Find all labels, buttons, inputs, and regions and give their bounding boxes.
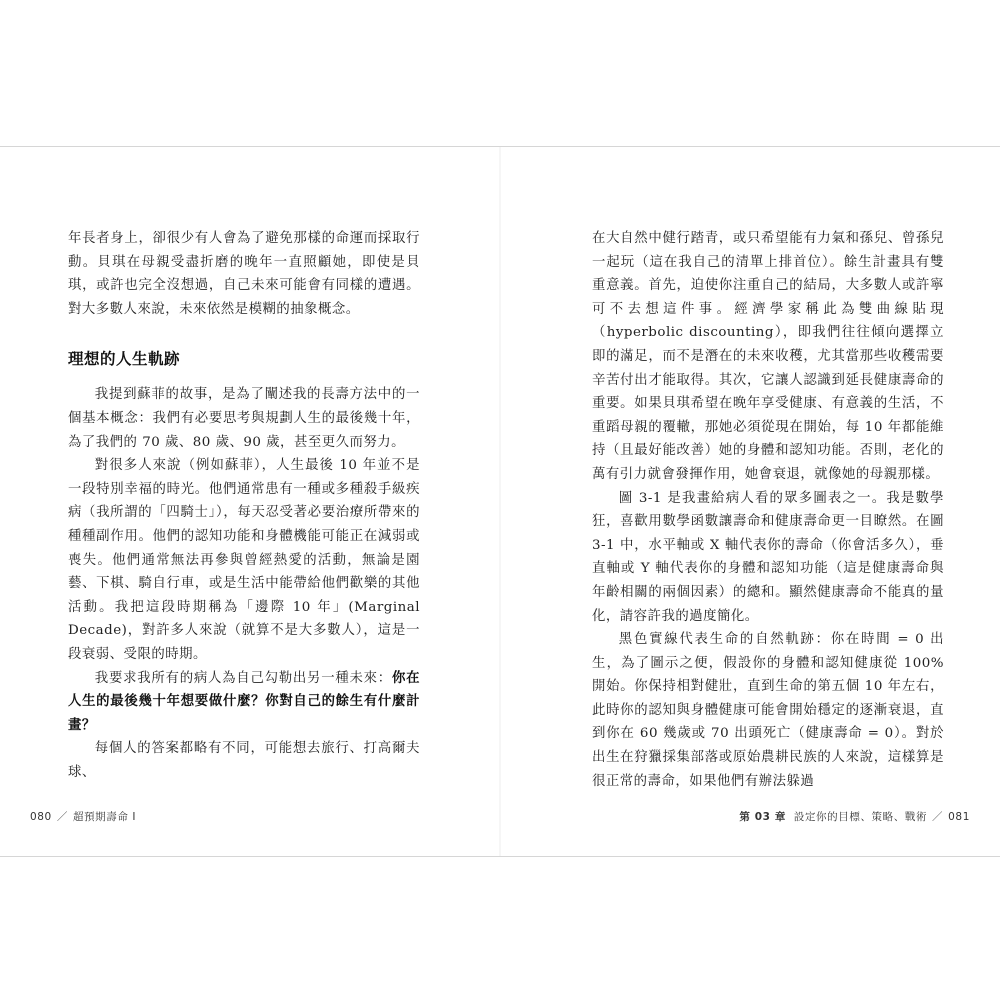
right-paragraph-1: 圖 3-1 是我畫給病人看的眾多圖表之一。我是數學狂，喜歡用數學函數讓壽命和健康壽命更一目瞭然。在圖 3-1 中，水平軸或 X 軸代表你的壽命（你會活多久），垂直軸或 Y 軸代表你的身體和認知功能（這是健康壽命與年齡相關的兩個因素）的總和。顯然健康壽命不能真的量化，請容許我的過度簡化。 — [592, 490, 944, 624]
left-paragraph-1: 我提到蘇菲的故事，是為了闡述我的長壽方法中的一個基本概念：我們有必要思考與規劃人生的最後幾十年，為了我們的 70 歲、80 歲、90 歲，甚至更久而努力。 — [68, 387, 420, 450]
right-page-number: 081 — [948, 811, 970, 823]
left-paragraph-3-lead: 我要求我所有的病人為自己勾勒出另一種未來： — [94, 670, 392, 686]
left-page — [0, 147, 500, 856]
chapter-label: 第 03 章 — [739, 811, 786, 823]
left-continued-paragraph: 年長者身上，卻很少有人會為了避免那樣的命運而採取行動。貝琪在母親受盡折磨的晚年一直照顧她，即使是貝琪，或許也完全沒想過，自己未來可能會有同樣的遭遇。對大多數人來說，未來依然是模糊的抽象概念。 — [68, 231, 420, 317]
right-text-column — [592, 227, 944, 793]
left-text-column — [68, 227, 420, 784]
right-continued-paragraph: 在大自然中健行踏青，或只希望能有力氣和孫兒、曾孫兒一起玩（這在我自己的清單上排首位）。餘生計畫具有雙重意義。首先，迫使你注重自己的結局，大多數人或許寧可不去想這件事。經濟學家稱此為雙曲線貼現（hyperbolic discounting），即我們往往傾向選擇立即的滿足，而不是潛在的未來收穫，尤其當那些收穫需要辛苦付出才能取得。其次，它讓人認識到延長健康壽命的重要。如果貝琪希望在晚年享受健康、有意義的生活，不重蹈母親的覆轍，那她必須從現在開始，每 10 年都能維持（且最好能改善）她的身體和認知功能。否則，老化的萬有引力就會發揮作用，她會衰退，就像她的母親那樣。 — [592, 231, 944, 482]
left-page-number: 080 — [30, 811, 52, 823]
left-page-footer — [30, 809, 136, 824]
left-paragraph-3 — [68, 667, 420, 738]
right-paragraph-2: 黑色實線代表生命的自然軌跡：你在時間 = 0 出生，為了圖示之便，假設你的身體和認知健康從 100% 開始。你保持相對健壯，直到生命的第五個 10 年左右，此時你的認知與身體健康可能會開始穩定的逐漸衰退，直到你在 60 幾歲或 70 出頭死亡（健康壽命 = 0）。對於出生在狩獵採集部落或原始農耕民族的人來說，這樣算是很正常的壽命，如果他們有辦法躲過 — [592, 632, 944, 789]
chapter-title: 設定你的目標、策略、戰術 — [793, 811, 928, 823]
right-page — [500, 147, 1000, 856]
right-footer-separator: ／ — [932, 811, 944, 823]
running-title: 超預期壽命 I — [72, 811, 137, 823]
right-page-footer — [739, 809, 970, 824]
emphasized-question: 你在人生的最後幾十年想要做什麼？你對自己的餘生有什麼計畫？ — [68, 670, 421, 733]
left-paragraph-2: 對很多人來說（例如蘇菲），人生最後 10 年並不是一段特別幸福的時光。他們通常患有一種或多種殺手級疾病（我所謂的「四騎士」），每天忍受著必要治療所帶來的種種副作用。他們的認知功能和身體機能可能正在減弱或喪失。他們通常無法再參與曾經熱愛的活動，無論是園藝、下棋、騎自行車，或是生活中能帶給他們歡樂的其他活動。我把這段時期稱為「邊際 10 年」(Marginal Decade)，對許多人來說（就算不是大多數人），這是一段衰弱、受限的時期。 — [68, 458, 420, 662]
section-heading: 理想的人生軌跡 — [68, 350, 181, 369]
book-spread — [0, 146, 1000, 857]
left-paragraph-4: 每個人的答案都略有不同，可能想去旅行、打高爾夫球、 — [68, 741, 420, 780]
left-footer-separator: ／ — [56, 811, 68, 823]
